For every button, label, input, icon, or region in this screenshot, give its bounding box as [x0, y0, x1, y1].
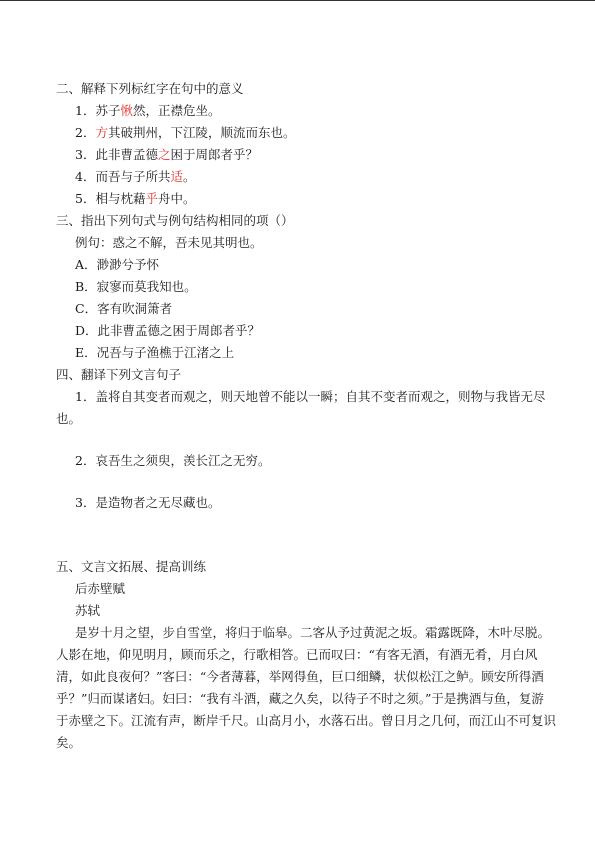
highlighted-word: 适 [170, 169, 183, 184]
passage-line: 清，如此良夜何？”客曰：“今者薄暮，举网得鱼，巨口细鳞，状似松江之鲈。顾安所得酒 [56, 669, 544, 684]
item-text: 然，正襟危坐。 [132, 103, 221, 118]
option-c: C．客有吹洞箫者 [75, 301, 173, 316]
passage-line: 是岁十月之望，步自雪堂，将归于临皋。二客从予过黄泥之坂。霜露既降，木叶尽脱。 [75, 625, 551, 640]
passage-author: 苏轼 [75, 603, 101, 618]
translate-item-1-cont: 也。 [56, 411, 82, 426]
item-number: 1． [75, 103, 96, 118]
item-text: 苏子 [95, 103, 121, 118]
item-text: 。 [182, 169, 196, 184]
passage-line: 于赤壁之下。江流有声，断岸千尺。山高月小，水落石出。曾日月之几何，而江山不可复识 [56, 713, 557, 728]
passage-line: 乎？”归而谋诸妇。妇曰：“我有斗酒，藏之久矣，以待子不时之须。”于是携酒与鱼，复游 [56, 691, 544, 706]
item-text: 相与枕藉 [95, 191, 146, 206]
item-number: 5． [75, 191, 96, 206]
option-e: E．况吾与子渔樵于江渚之上 [75, 345, 235, 360]
highlighted-word: 愀 [120, 103, 133, 118]
item-number: 2． [75, 125, 96, 140]
highlighted-word: 乎 [145, 191, 158, 206]
option-d: D．此非曹孟德之困于周郎者乎？ [75, 323, 261, 338]
item-text: 而吾与子所共 [95, 169, 171, 184]
passage-title: 后赤壁赋 [75, 581, 126, 596]
item-text: 舟中。 [157, 191, 196, 206]
translate-item-2: 2．哀吾生之须臾，羡长江之无穷。 [75, 453, 271, 468]
item-text: 此非曹孟德 [95, 147, 158, 162]
passage-body [56, 622, 557, 754]
answer-space [56, 430, 546, 450]
list-item [56, 144, 546, 166]
list-item [56, 122, 546, 144]
item-text: 其破荆州，下江陵，顺流而东也。 [107, 125, 296, 140]
translate-item-1: 1．盖将自其变者而观之，则天地曾不能以一瞬；自其不变者而观之，则物与我皆无尽 [75, 389, 546, 404]
item-number: 3． [75, 147, 96, 162]
highlighted-word: 方 [95, 125, 108, 140]
item-text: 困于周郎者乎？ [170, 147, 258, 162]
passage-line: 矣。 [56, 735, 82, 750]
section2-items [56, 100, 546, 210]
passage-line: 人影在地，仰见明月，顾而乐之，行歌相答。已而叹曰：“有客无酒，有酒无肴，月白风 [56, 647, 538, 662]
answer-space [56, 472, 546, 492]
list-item [56, 188, 546, 210]
section3-heading: 三、指出下列句式与例句结构相同的项（） [56, 213, 294, 228]
top-rule [0, 0, 595, 1]
section2-heading: 二、解释下列标红字在句中的意义 [56, 81, 244, 96]
section4-heading: 四、翻译下列文言句子 [56, 367, 182, 382]
example-sentence: 例句：惑之不解，吾未见其明也。 [75, 235, 263, 250]
translate-item-3: 3．是造物者之无尽藏也。 [75, 495, 221, 510]
highlighted-word: 之 [157, 147, 171, 162]
item-number: 4． [75, 169, 96, 184]
option-a: A．渺渺兮予怀 [75, 257, 160, 272]
list-item [56, 100, 546, 122]
list-item [56, 166, 546, 188]
answer-space [56, 514, 546, 556]
section5-heading: 五、文言文拓展、提高训练 [56, 559, 207, 574]
option-b: B．寂寥而莫我知也。 [75, 279, 197, 294]
document-page [56, 78, 557, 754]
